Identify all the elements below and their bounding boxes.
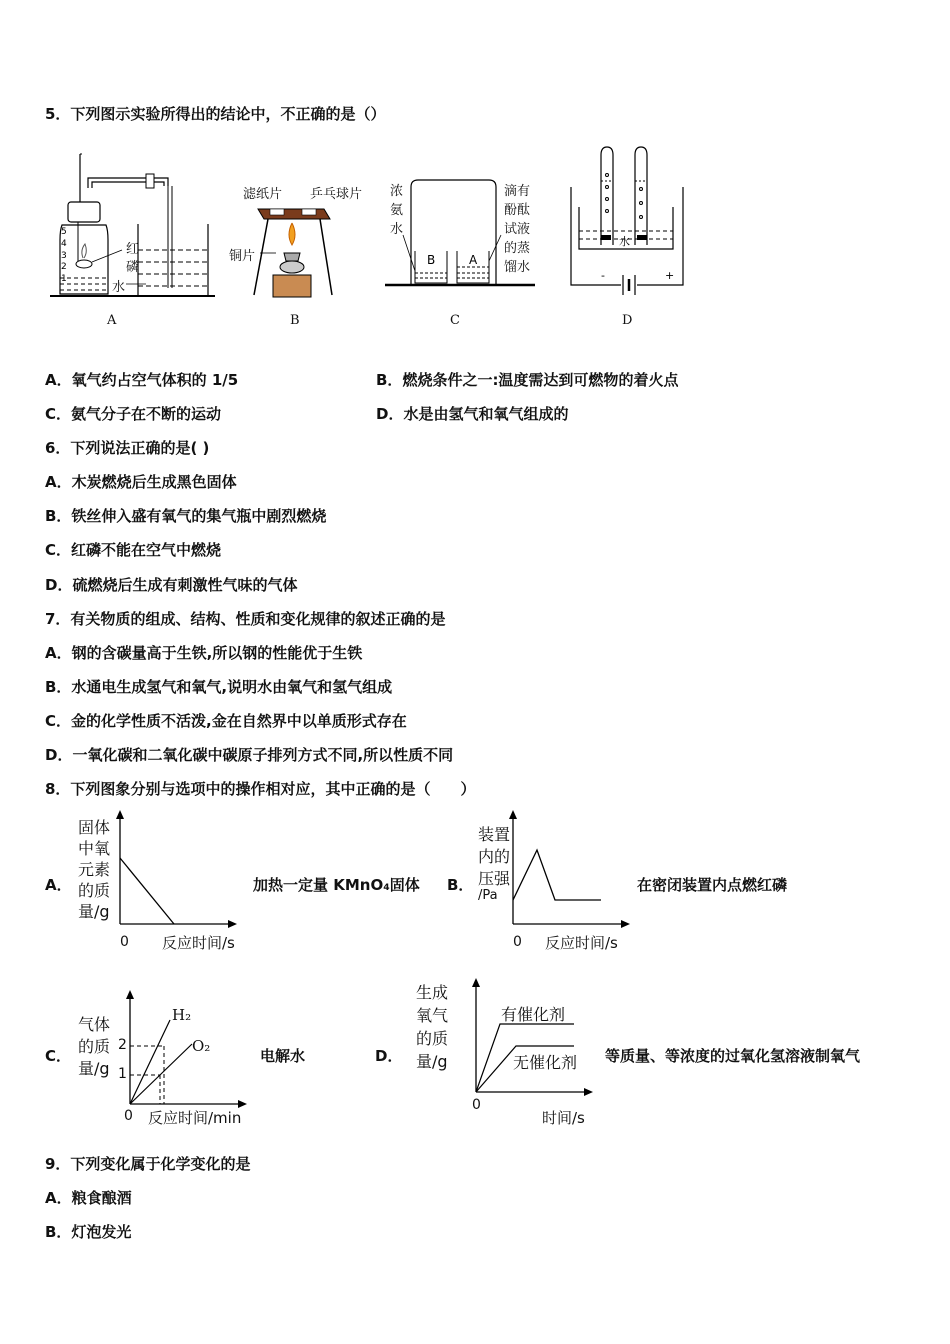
q5-option-d-key: D． bbox=[376, 405, 404, 423]
q8b-series-line bbox=[513, 850, 601, 900]
q8b-key: B． bbox=[447, 876, 474, 894]
q7-stem: 7．有关物质的组成、结构、性质和变化规律的叙述正确的是 bbox=[45, 610, 446, 628]
q8d-series-no-catalyst: 无催化剂 bbox=[513, 1053, 578, 1072]
fig-c-right-label-1: 滴有 bbox=[504, 184, 531, 199]
q8d-ylabel-2: 氧气 bbox=[416, 1006, 449, 1025]
q6-option-c: C．红磷不能在空气中燃烧 bbox=[45, 541, 222, 559]
q8a-xlabel: 反应时间/s bbox=[162, 934, 235, 952]
q7-option-a: A．钢的含碳量高于生铁,所以钢的性能优于生铁 bbox=[45, 644, 363, 662]
fig-a-label-red: 红 bbox=[126, 242, 140, 257]
q8c-series-h2: H₂ bbox=[172, 1006, 192, 1024]
q8c-tick-1: 1 bbox=[118, 1066, 127, 1082]
fig-b-label-filter-paper: 滤纸片 bbox=[243, 187, 283, 202]
q8b-ylabel-2: 内的 bbox=[478, 847, 511, 866]
q8a-ylabel-1: 固体 bbox=[78, 818, 111, 837]
fig-c-right-label-2: 酚酞 bbox=[504, 203, 531, 218]
scale-mark-4: 4 bbox=[61, 239, 67, 249]
q7-option-b: B．水通电生成氢气和氧气,说明水由氧气和氢气组成 bbox=[45, 678, 393, 696]
q5-option-c-key: C． bbox=[45, 405, 72, 423]
q8c-ylabel-1: 气体 bbox=[78, 1015, 111, 1034]
q5-stem: 5．下列图示实验所得出的结论中，不正确的是（） bbox=[45, 105, 386, 123]
fig-c-left-label-3: 水 bbox=[390, 222, 404, 237]
fig-d-caption: D bbox=[622, 313, 633, 328]
q8c-desc: 电解水 bbox=[260, 1047, 306, 1065]
q8c-ylabel-3: 量/g bbox=[78, 1059, 110, 1078]
q8d-series-catalyst: 有催化剂 bbox=[501, 1005, 566, 1024]
fig-c-right-label-5: 馏水 bbox=[504, 260, 531, 275]
q9-option-b: B．灯泡发光 bbox=[45, 1223, 132, 1241]
q6-option-a: A．木炭燃烧后生成黑色固体 bbox=[45, 473, 237, 491]
q8b-ylabel-4: /Pa bbox=[478, 888, 498, 903]
fig-a-label-phosphorus: 磷 bbox=[126, 260, 140, 275]
q6-option-d: D．硫燃烧后生成有刺激性气味的气体 bbox=[45, 576, 298, 594]
q8a-key: A． bbox=[45, 876, 72, 894]
q8b-xlabel: 反应时间/s bbox=[545, 934, 618, 952]
q8b-origin: 0 bbox=[513, 934, 522, 950]
q8b-ylabel-1: 装置 bbox=[478, 825, 511, 844]
q8c-origin: 0 bbox=[124, 1108, 133, 1124]
q8b-ylabel-3: 压强 bbox=[478, 869, 511, 888]
q8d-ylabel-4: 量/g bbox=[416, 1052, 448, 1071]
q7-option-c: C．金的化学性质不活泼,金在自然界中以单质形式存在 bbox=[45, 712, 407, 730]
fig-b-label-copper: 铜片 bbox=[229, 249, 256, 264]
q5-option-a bbox=[45, 369, 238, 390]
fig-b-label-pingpong: 乒乓球片 bbox=[310, 187, 363, 202]
q6-stem: 6．下列说法正确的是( ) bbox=[45, 439, 210, 457]
scale-mark-1: 1 bbox=[61, 274, 67, 284]
q9-option-a: A．粮食酿酒 bbox=[45, 1189, 132, 1207]
q8a-series-line bbox=[120, 858, 174, 924]
q8d-graph bbox=[466, 978, 596, 1098]
q5-option-c-text: 氨气分子在不断的运动 bbox=[71, 405, 222, 423]
q5-option-b-text: 燃烧条件之一:温度需达到可燃物的着火点 bbox=[402, 371, 679, 389]
q8c-key: C． bbox=[45, 1047, 72, 1065]
q8c-o2-line bbox=[130, 1044, 192, 1104]
fig-d-water-label: 水 bbox=[619, 235, 630, 248]
q8d-desc: 等质量、等浓度的过氧化氢溶液制氧气 bbox=[605, 1047, 861, 1065]
fig-d-minus: - bbox=[601, 269, 605, 282]
q8b-graph bbox=[503, 810, 633, 930]
fig-a-caption: A bbox=[107, 313, 117, 328]
q8b-desc: 在密闭装置内点燃红磷 bbox=[637, 876, 788, 894]
q8a-ylabel-2: 中氧 bbox=[78, 839, 111, 858]
scale-mark-2: 2 bbox=[61, 262, 67, 272]
q6-option-b: B．铁丝伸入盛有氧气的集气瓶中剧烈燃烧 bbox=[45, 507, 327, 525]
q5-option-d-text: 水是由氢气和氧气组成的 bbox=[403, 405, 569, 423]
q5-option-a-text: 氧气约占空气体积的 1/5 bbox=[71, 371, 239, 389]
q5-option-d bbox=[376, 403, 568, 424]
q8a-ylabel-3: 元素 bbox=[78, 860, 111, 879]
fig-c-right-label-4: 的蒸 bbox=[504, 241, 531, 256]
q5-option-b-key: B． bbox=[376, 371, 403, 389]
q9-stem: 9．下列变化属于化学变化的是 bbox=[45, 1155, 251, 1173]
q8c-series-o2: O₂ bbox=[192, 1037, 211, 1055]
q8d-key: D． bbox=[375, 1047, 403, 1065]
q8c-tick-2: 2 bbox=[118, 1037, 127, 1053]
q5-option-b bbox=[376, 369, 678, 390]
q8d-origin: 0 bbox=[472, 1097, 481, 1113]
figure-d-electrolysis bbox=[565, 145, 695, 305]
q8a-ylabel-5: 量/g bbox=[78, 902, 110, 921]
q8d-ylabel-1: 生成 bbox=[416, 983, 449, 1002]
q8a-origin: 0 bbox=[120, 934, 129, 950]
fig-c-left-label-2: 氨 bbox=[390, 203, 404, 218]
q8d-xlabel: 时间/s bbox=[542, 1109, 585, 1127]
fig-c-caption: C bbox=[450, 313, 460, 328]
q8c-ylabel-2: 的质 bbox=[78, 1037, 111, 1056]
q8d-ylabel-3: 的质 bbox=[416, 1029, 449, 1048]
q8a-graph bbox=[110, 810, 240, 930]
fig-c-right-label-3: 试液 bbox=[504, 222, 531, 237]
fig-c-left-label-1: 浓 bbox=[390, 184, 404, 199]
q8a-ylabel-4: 的质 bbox=[78, 881, 111, 900]
figure-b-combustion bbox=[240, 195, 360, 300]
beaker-b-label: B bbox=[427, 253, 436, 267]
q5-option-a-key: A． bbox=[45, 371, 72, 389]
figure-a-red-phosphorus bbox=[50, 150, 220, 300]
q8c-xlabel: 反应时间/min bbox=[148, 1109, 242, 1127]
q8a-desc: 加热一定量 KMnO₄固体 bbox=[253, 876, 420, 894]
fig-b-caption: B bbox=[290, 313, 300, 328]
q8-stem: 8．下列图象分别与选项中的操作相对应，其中正确的是（ ） bbox=[45, 780, 476, 798]
beaker-a-label: A bbox=[469, 253, 478, 267]
q7-option-d: D．一氧化碳和二氧化碳中碳原子排列方式不同,所以性质不同 bbox=[45, 746, 454, 764]
q5-option-c bbox=[45, 403, 221, 424]
fig-a-label-water: 水 bbox=[112, 280, 126, 295]
scale-mark-5: 5 bbox=[61, 227, 67, 237]
scale-mark-3: 3 bbox=[61, 251, 67, 261]
fig-d-plus: + bbox=[665, 269, 675, 282]
